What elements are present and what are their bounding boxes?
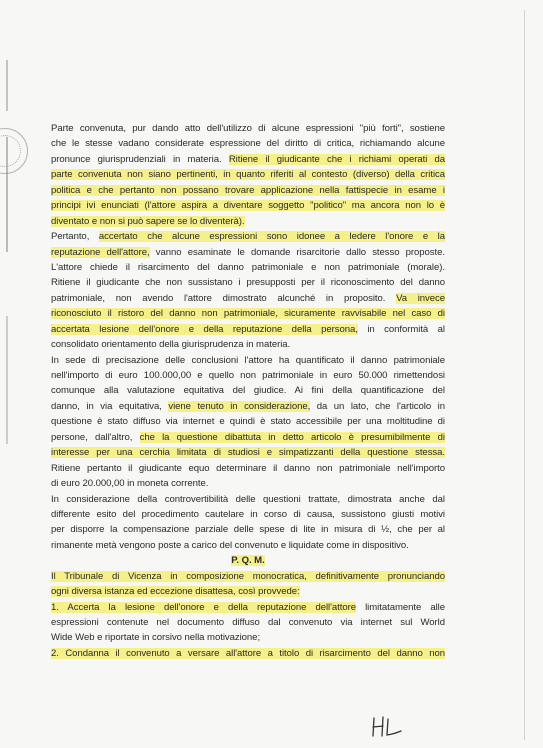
highlighted-text: 1. Accerta la lesione dell'onore e della reputazione dell'attore (51, 601, 357, 613)
text-line (51, 275, 445, 290)
text-segment: espressioni contenute nel documento diffuso dal convenuto via internet sul World (51, 617, 445, 628)
text-segment: questione è stato diffuso via internet e quindi è stato accessibile per una moltitudine di (51, 416, 445, 428)
text-segment: di euro 20.000,00 in moneta corrente. (51, 478, 209, 490)
text-segment: danno, in via equitativa, (51, 400, 169, 412)
text-segment: L'attore chiede il risarcimento del danno patrimoniale e non patrimoniale (morale). (51, 261, 445, 273)
text-line (51, 646, 445, 661)
text-segment: Ritiene pertanto il giudicante equo determinare il danno non patrimoniale nell'importo (51, 462, 445, 474)
text-segment: comunque alla valutazione equitativa del giudice. Ai fini della quantificazione del (51, 385, 445, 397)
text-line (51, 492, 445, 507)
text-segment: Ritiene il giudicante che non sussistano i presupposti per il riconoscimento del danno (51, 277, 445, 289)
highlighted-text: ogni diversa istanza ed eccezione disattesa, così provvede: (51, 586, 300, 598)
highlighted-text: Il Tribunale di Vicenza in composizione monocratica, definitivamente pronunciando (51, 570, 445, 582)
text-segment: che le stesse vadano considerate espressione del diritto di critica, richiamando alcune (51, 138, 445, 150)
text-line (51, 538, 445, 553)
text-line (51, 306, 445, 321)
text-line (51, 291, 445, 306)
handwritten-initials (368, 714, 408, 740)
highlighted-text: riconosciuto il ristoro del danno non patrimoniale, sicuramente ravvisabile nel caso di (51, 308, 445, 320)
text-line (51, 445, 445, 460)
text-line (51, 414, 445, 429)
text-line (51, 214, 445, 229)
text-segment: Pertanto, (51, 231, 99, 243)
text-segment: In considerazione della controvertibilità delle questioni trattate, dimostrata anche dal (51, 493, 445, 505)
text-segment: Parte convenuta, pur dando atto dell'utilizzo di alcune espressioni "più forti", sostiene (51, 123, 445, 134)
text-line (51, 399, 445, 414)
text-line (51, 430, 445, 445)
highlighted-text: Va invece (396, 292, 445, 304)
text-line (51, 461, 445, 476)
text-segment: vanno esaminate le domande risarcitorie dallo stesso proposte. (149, 246, 445, 258)
scan-edge-right (524, 10, 525, 740)
text-segment: Wide Web e riportate in corsivo nella motivazione; (51, 632, 261, 644)
text-line (51, 121, 445, 136)
highlighted-text: viene tenuto in considerazione, (168, 400, 311, 412)
text-line (51, 322, 445, 337)
text-line (51, 569, 445, 584)
highlighted-text: P. Q. M. (231, 555, 265, 567)
highlighted-text: che la questione dibattuta in detto articolo è presumibilmente di (139, 431, 445, 443)
stamp-mark (0, 128, 28, 174)
text-line (51, 630, 445, 645)
text-line (51, 353, 445, 368)
highlighted-text: reputazione dell'attore, (51, 246, 150, 258)
highlighted-text: parte convenuta non siano pertinenti, in quanto riferiti al contesto (diverso) della critica (51, 169, 445, 181)
text-line (51, 245, 445, 260)
document-body (51, 121, 445, 661)
highlighted-text: interesse per una cerchia limitata di studiosi e simpatizzanti della questione stessa. (51, 447, 445, 459)
text-segment: pronunce giurisprudenziali in materia. (51, 153, 229, 165)
text-line (51, 584, 445, 599)
text-segment: persone, dall'altro, (51, 431, 140, 443)
text-line (51, 260, 445, 275)
text-segment: in conformità al (357, 323, 445, 335)
text-line (51, 507, 445, 522)
text-segment: nell'importo di euro 100.000,00 e quello non patrimoniale in euro 50.000 rimettendosi (51, 370, 445, 381)
text-segment: differente esito del procedimento cautelare in corso di causa, sussistono giusti motivi (51, 508, 445, 520)
text-line (51, 183, 445, 198)
text-line (51, 476, 445, 491)
text-line (51, 152, 445, 167)
highlighted-text: accertato che alcune espressioni sono idonee a ledere l'onore e la (98, 231, 445, 243)
text-line (51, 600, 445, 615)
text-line (51, 198, 445, 213)
text-line (51, 522, 445, 537)
highlighted-text: politica e che pertanto non possano trovare applicazione nella fattispecie in esame i (51, 184, 445, 196)
text-segment: rimanente metà vengono poste a carico del convenuto e liquidate come in dispositivo. (51, 539, 409, 551)
text-line (51, 167, 445, 182)
text-segment: In sede di precisazione delle conclusioni l'attore ha quantificato il danno patrimoniale (51, 354, 445, 366)
text-segment: per disporre la compensazione parziale delle spese di lite in misura di ½, che per al (51, 524, 445, 536)
text-line (51, 136, 445, 151)
text-line (51, 553, 445, 568)
text-segment: da un lato, che l'articolo in (310, 400, 445, 412)
text-segment: limitatamente alle (356, 601, 445, 613)
highlighted-text: Ritiene il giudicante che i richiami operati da (228, 153, 445, 165)
text-segment: consolidato orientamento della giurisprudenza in materia. (51, 339, 291, 351)
text-segment: patrimoniale, non avendo l'attore dimostrato alcunché in proposito. (51, 292, 397, 304)
text-line (51, 229, 445, 244)
text-line (51, 368, 445, 383)
text-line (51, 337, 445, 352)
highlighted-text: 2. Condanna il convenuto a versare all'attore a titolo di risarcimento del danno non (51, 647, 445, 659)
highlighted-text: principi ivi enunciati (l'attore aspira a diventare soggetto "politico" ma ancora non lo è (51, 200, 445, 212)
text-line (51, 615, 445, 630)
text-line (51, 383, 445, 398)
highlighted-text: diventato e non si può sapere se lo diventerà). (51, 215, 245, 227)
highlighted-text: accertata lesione dell'onore e della reputazione della persona, (51, 323, 358, 335)
